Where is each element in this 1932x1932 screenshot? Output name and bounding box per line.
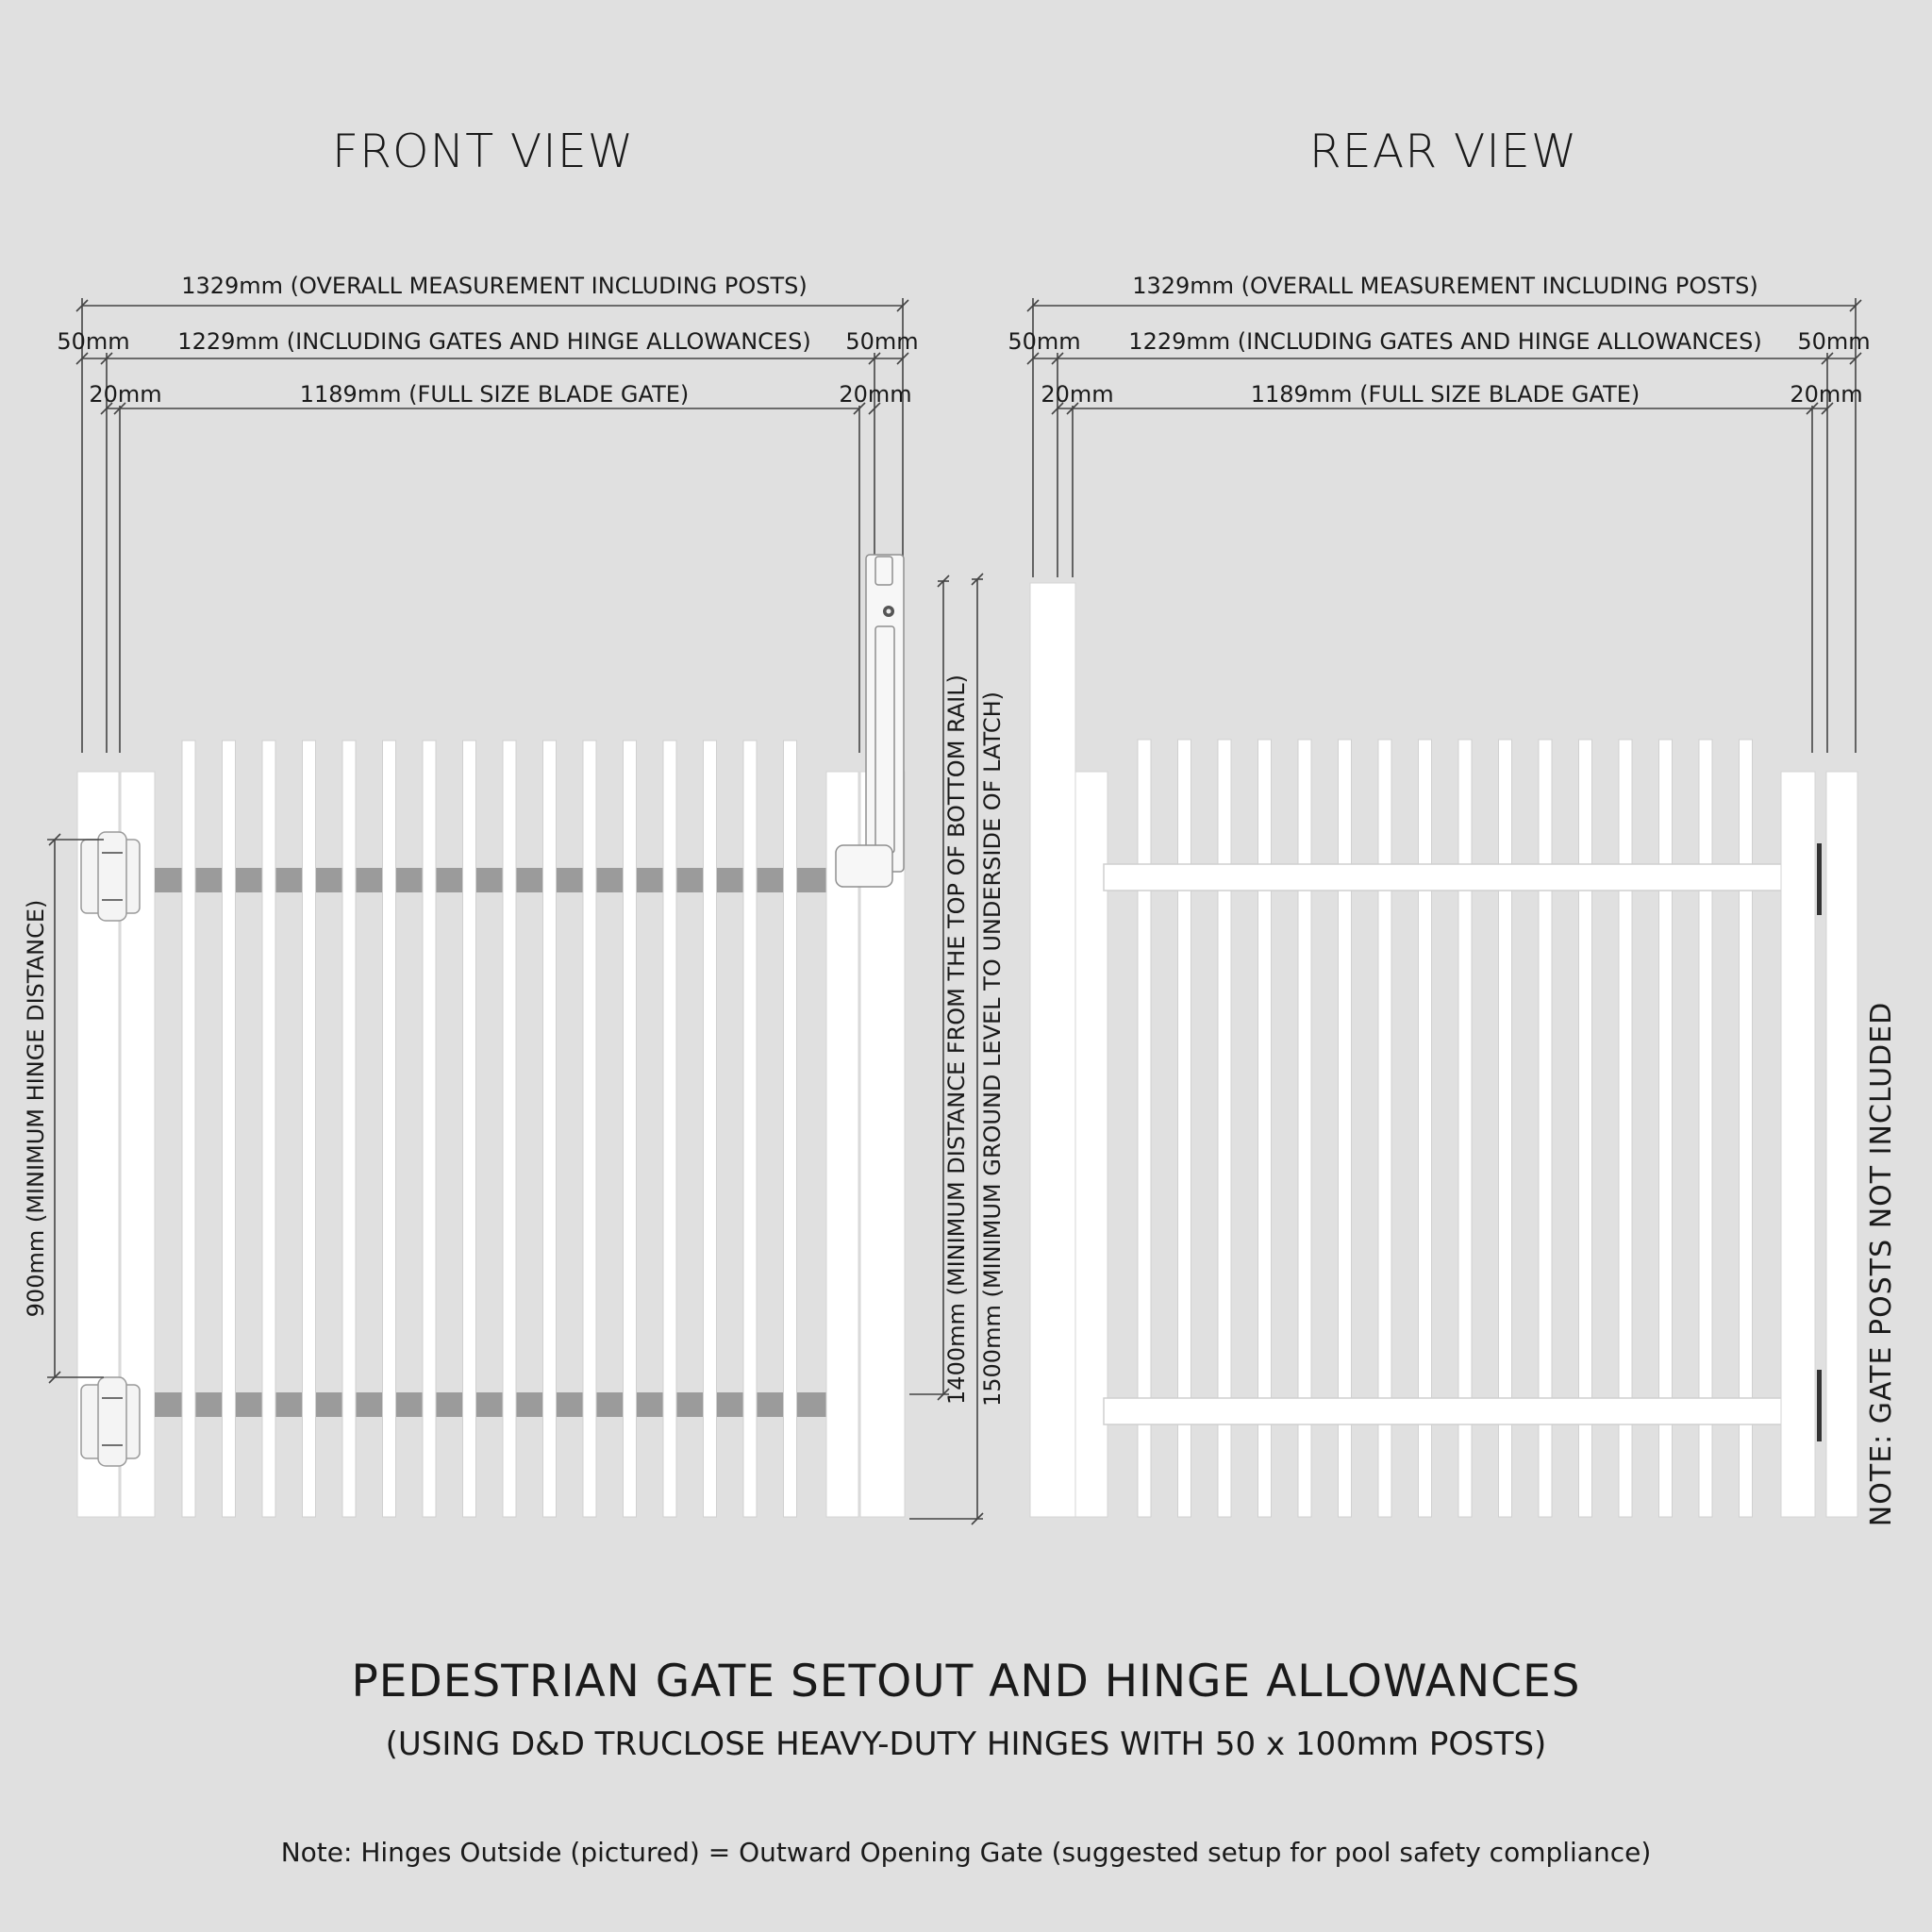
front-blade bbox=[182, 741, 195, 1517]
front-post-left-label: 50mm bbox=[57, 328, 130, 355]
latch-ground-distance-label: 1500mm (MINIMUM GROUND LEVEL TO UNDERSIDE OF LATCH) bbox=[979, 691, 1006, 1407]
front-blade bbox=[543, 741, 557, 1517]
front-blade-label: 1189mm (FULL SIZE BLADE GATE) bbox=[299, 381, 690, 408]
hinge-orientation-note: Note: Hinges Outside (pictured) = Outward Opening Gate (suggested setup for pool safety compliance) bbox=[280, 1837, 1652, 1868]
hinge-distance-label: 900mm (MINIMUM HINGE DISTANCE) bbox=[23, 899, 49, 1318]
rear-top-rail bbox=[1104, 864, 1783, 891]
bottom-hinge bbox=[81, 1377, 140, 1466]
front-dimensions bbox=[57, 273, 918, 753]
front-blade bbox=[663, 741, 676, 1517]
front-blade bbox=[463, 741, 476, 1517]
front-gap-left-label: 20mm bbox=[89, 381, 162, 408]
rear-gap-right-label: 20mm bbox=[1790, 381, 1863, 408]
front-blade bbox=[342, 741, 356, 1517]
rear-hinge-post bbox=[1826, 772, 1857, 1517]
rear-allowance-label: 1229mm (INCLUDING GATES AND HINGE ALLOWANCES) bbox=[1128, 328, 1762, 355]
rear-bottom-hinge-bracket bbox=[1817, 1370, 1822, 1441]
front-blade bbox=[262, 741, 275, 1517]
front-top-rail bbox=[155, 868, 826, 892]
rear-post-right-label: 50mm bbox=[1797, 328, 1871, 355]
rear-blade-label: 1189mm (FULL SIZE BLADE GATE) bbox=[1250, 381, 1641, 408]
rear-gate bbox=[1030, 583, 1857, 1517]
diagram-title: PEDESTRIAN GATE SETOUT AND HINGE ALLOWANCES bbox=[351, 1656, 1581, 1707]
latch-rail-distance-label: 1400mm (MINIMUM DISTANCE FROM THE TOP OF BOTTOM RAIL) bbox=[943, 675, 970, 1405]
rear-overall-label: 1329mm (OVERALL MEASUREMENT INCLUDING POSTS) bbox=[1132, 273, 1758, 299]
front-blade bbox=[624, 741, 637, 1517]
rear-gap-left-label: 20mm bbox=[1041, 381, 1114, 408]
rear-view-title: REAR VIEW bbox=[1308, 125, 1578, 178]
front-view-title: FRONT VIEW bbox=[331, 125, 635, 178]
front-gate bbox=[77, 555, 905, 1517]
rear-post-left-label: 50mm bbox=[1008, 328, 1081, 355]
front-gap-right-label: 20mm bbox=[839, 381, 912, 408]
rear-hinge-stile bbox=[1781, 772, 1815, 1517]
rear-bottom-rail bbox=[1104, 1398, 1783, 1424]
front-blade bbox=[743, 741, 757, 1517]
front-blade bbox=[503, 741, 516, 1517]
front-allowance-label: 1229mm (INCLUDING GATES AND HINGE ALLOWANCES) bbox=[177, 328, 811, 355]
rear-top-hinge-bracket bbox=[1817, 843, 1822, 915]
front-blade bbox=[223, 741, 236, 1517]
diagram-subtitle: (USING D&D TRUCLOSE HEAVY-DUTY HINGES WITH 50 x 100mm POSTS) bbox=[385, 1725, 1547, 1763]
front-blade bbox=[423, 741, 436, 1517]
front-post-right-label: 50mm bbox=[845, 328, 919, 355]
front-blade bbox=[784, 741, 797, 1517]
rear-latch-post bbox=[1030, 583, 1075, 1517]
front-overall-label: 1329mm (OVERALL MEASUREMENT INCLUDING POSTS) bbox=[181, 273, 808, 299]
posts-not-included-note: NOTE: GATE POSTS NOT INCLUDED bbox=[1865, 1001, 1898, 1527]
front-blade bbox=[704, 741, 717, 1517]
front-blade bbox=[583, 741, 596, 1517]
rear-latch-stile bbox=[1075, 772, 1108, 1517]
front-bottom-rail bbox=[155, 1392, 826, 1417]
top-hinge bbox=[81, 832, 140, 921]
front-blade bbox=[303, 741, 316, 1517]
rear-dimensions bbox=[1008, 273, 1870, 753]
front-blade bbox=[383, 741, 396, 1517]
